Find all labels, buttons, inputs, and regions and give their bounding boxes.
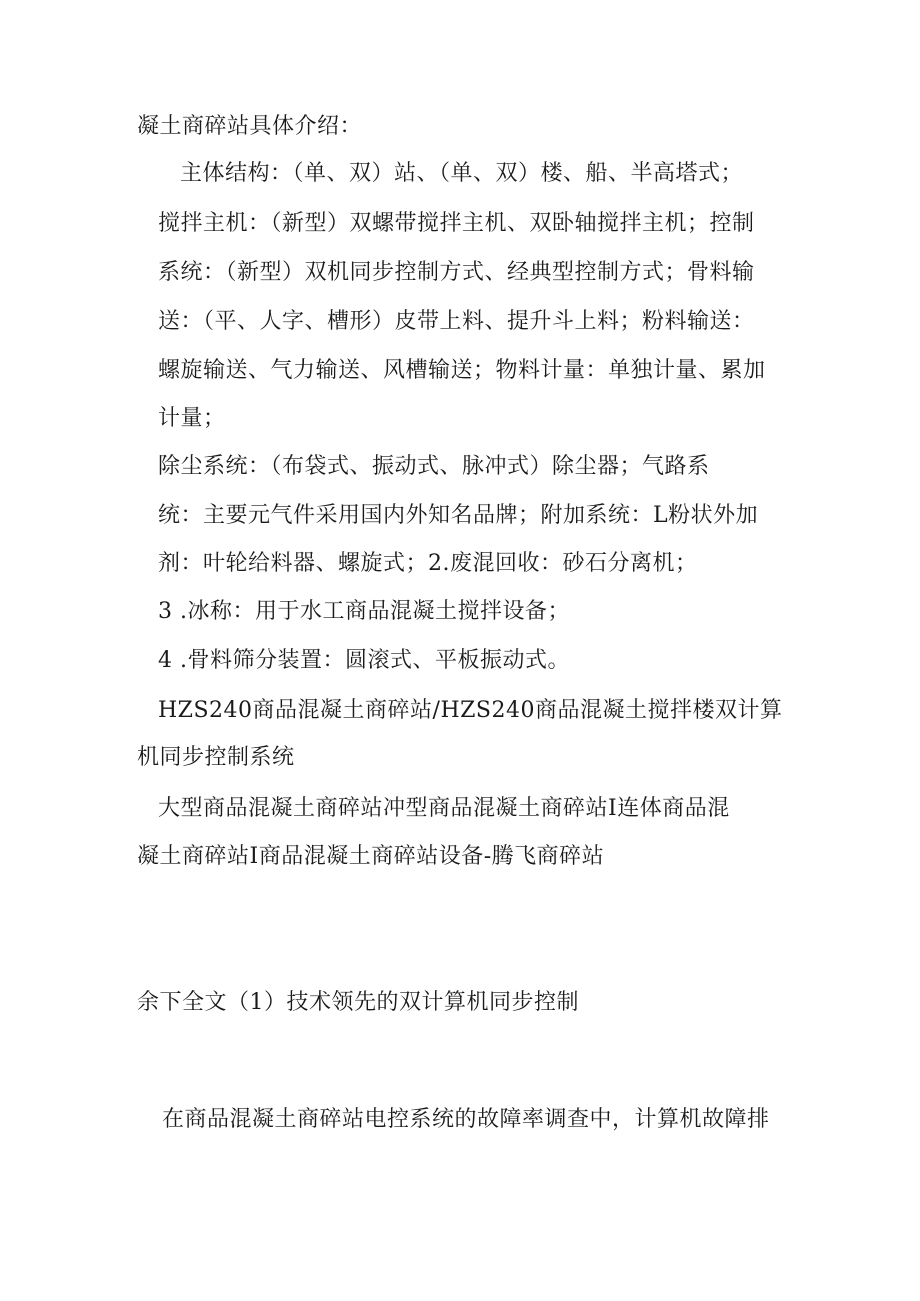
text-line: 系统：（新型）双机同步控制方式、经典型控制方式；骨料输 bbox=[158, 260, 755, 285]
text-line: 大型商品混凝土商碎站冲型商品混凝土商碎站I连体商品混 bbox=[158, 796, 730, 821]
text-line: 机同步控制系统 bbox=[137, 745, 295, 770]
text-line: HZS240商品混凝土商碎站/HZS240商品混凝土搅拌楼双计算 bbox=[158, 698, 783, 723]
text-line: 计量； bbox=[158, 406, 226, 431]
text-line: 搅拌主机：（新型）双螺带搅拌主机、双卧轴搅拌主机；控制 bbox=[158, 211, 755, 236]
text-line: 凝土商碎站I商品混凝土商碎站设备-腾飞商碎站 bbox=[137, 844, 605, 869]
text-line: 统：主要元气件采用国内外知名品牌；附加系统：L粉状外加 bbox=[158, 503, 759, 528]
text-line: 螺旋输送、气力输送、风槽输送；物料计量：单独计量、累加 bbox=[158, 358, 766, 383]
section-title: 余下全文（1）技术领先的双计算机同步控制 bbox=[137, 990, 579, 1015]
text-line: 主体结构：（单、双）站、（单、双）楼、船、半高塔式； bbox=[180, 161, 744, 186]
text-line: 除尘系统：（布袋式、振动式、脉冲式）除尘器；气路系 bbox=[158, 454, 710, 479]
text-line: 送：（平、人字、槽形）皮带上料、提升斗上料；粉料输送： bbox=[158, 309, 755, 334]
paragraph-start: 在商品混凝土商碎站电控系统的故障率调查中，计算机故障排 bbox=[162, 1107, 770, 1132]
doc-heading: 凝土商碎站具体介绍： bbox=[137, 114, 363, 139]
text-line: 3 .冰称：用于水工商品混凝土搅拌设备； bbox=[158, 599, 570, 624]
text-line: 4 .骨料筛分装置：圆滚式、平板振动式。 bbox=[158, 648, 570, 673]
text-line: 剂：叶轮给料器、螺旋式；2.废混回收：砂石分离机； bbox=[158, 551, 698, 576]
